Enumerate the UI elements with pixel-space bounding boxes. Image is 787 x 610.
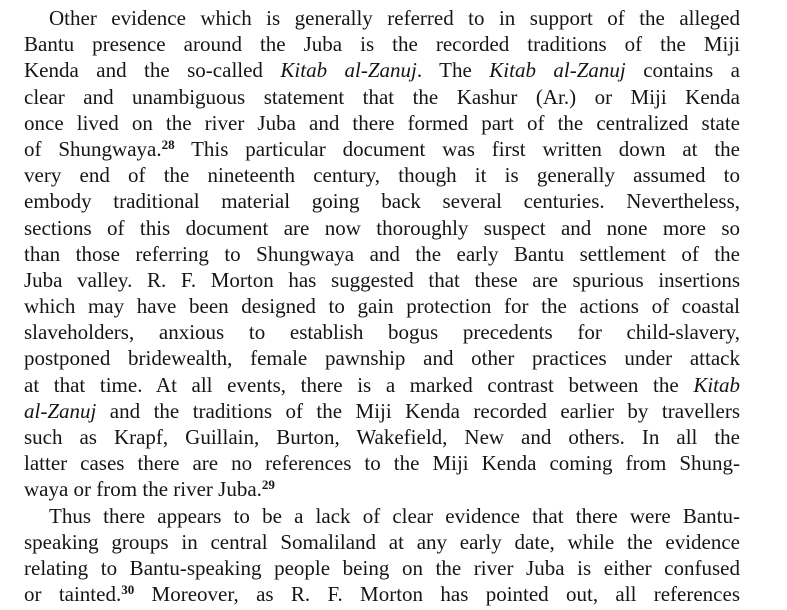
- italic-title-text: al-Zanuj: [24, 398, 97, 423]
- text-line: [24, 188, 740, 214]
- text-segment: contains a: [625, 58, 740, 83]
- text-line: [24, 241, 740, 267]
- text-segment: Kenda and the so-called: [24, 58, 281, 83]
- text-segment: waya or from the river Juba.: [24, 477, 262, 502]
- text-line: [24, 110, 740, 136]
- text-segment: than those referring to Shungwaya and the early Bantu settlement of the: [24, 241, 740, 266]
- text-segment: of Shungwaya.: [24, 136, 162, 161]
- text-segment: sections of this document are now thoroughly suspect and none more so: [24, 215, 740, 240]
- text-segment: embody traditional material going back several centuries. Nevertheless,: [24, 189, 740, 214]
- text-line: [24, 31, 740, 57]
- footnote-reference: 29: [261, 477, 275, 493]
- text-segment: relating to Bantu-speaking people being on the river Juba is either confused: [24, 555, 740, 580]
- text-segment: and the traditions of the Miji Kenda recorded earlier by travellers: [96, 398, 740, 423]
- text-line: [24, 398, 740, 424]
- italic-title-text: Kitab al-Zanuj: [489, 58, 626, 83]
- text-segment: This particular document was first written down at the: [174, 136, 740, 161]
- text-line: [24, 57, 740, 83]
- paragraph-1: [24, 5, 740, 503]
- text-line: [24, 293, 740, 319]
- text-segment: postponed bridewealth, female pawnship and other practices under attack: [24, 346, 740, 371]
- text-segment: which may have been designed to gain protection for the actions of coastal: [24, 294, 740, 319]
- text-segment: Moreover, as R. F. Morton has pointed out, all references: [134, 582, 740, 607]
- text-line: [24, 162, 740, 188]
- text-line: [24, 215, 740, 241]
- text-line: [24, 345, 740, 371]
- document-page: [24, 5, 740, 607]
- text-segment: Thus there appears to be a lack of clear evidence that there were Bantu-: [49, 503, 740, 528]
- text-line: [24, 84, 740, 110]
- text-line: [24, 529, 740, 555]
- paragraph-2: [24, 503, 740, 608]
- text-line: [24, 5, 740, 31]
- text-segment: clear and unambiguous statement that the Kashur (Ar.) or Miji Kenda: [24, 84, 740, 109]
- text-segment: latter cases there are no references to the Miji Kenda coming from Shung-: [24, 451, 740, 476]
- text-line: [24, 555, 740, 581]
- text-segment: such as Krapf, Guillain, Burton, Wakefield, New and others. In all the: [24, 425, 740, 449]
- text-line: [24, 503, 740, 529]
- text-segment: at that time. At all events, there is a marked contrast between the: [24, 372, 694, 397]
- text-line: [24, 476, 740, 502]
- text-line: [24, 267, 740, 293]
- footnote-reference: 30: [121, 581, 135, 597]
- text-segment: Bantu presence around the Juba is the recorded traditions of the Miji: [24, 32, 740, 57]
- text-segment: Juba valley. R. F. Morton has suggested that these are spurious insertions: [24, 267, 740, 292]
- text-segment: . The: [416, 58, 490, 83]
- text-line: [24, 424, 740, 450]
- text-segment: very end of the nineteenth century, though it is generally assumed to: [24, 163, 740, 188]
- text-line: [24, 319, 740, 345]
- text-segment: speaking groups in central Somaliland at any early date, while the evidence: [24, 529, 740, 554]
- text-segment: slaveholders, anxious to establish bogus precedents for child-slavery,: [24, 320, 740, 345]
- text-line: [24, 372, 740, 398]
- text-segment: or tainted.: [24, 582, 122, 607]
- text-segment: once lived on the river Juba and there formed part of the centralized state: [24, 110, 740, 135]
- text-line: [24, 581, 740, 607]
- italic-title-text: Kitab al-Zanuj: [280, 58, 417, 83]
- text-segment: Other evidence which is generally referred to in support of the alleged: [49, 6, 740, 30]
- footnote-reference: 28: [161, 136, 175, 152]
- text-line: [24, 450, 740, 476]
- italic-title-text: Kitab: [693, 372, 740, 397]
- text-line: [24, 136, 740, 162]
